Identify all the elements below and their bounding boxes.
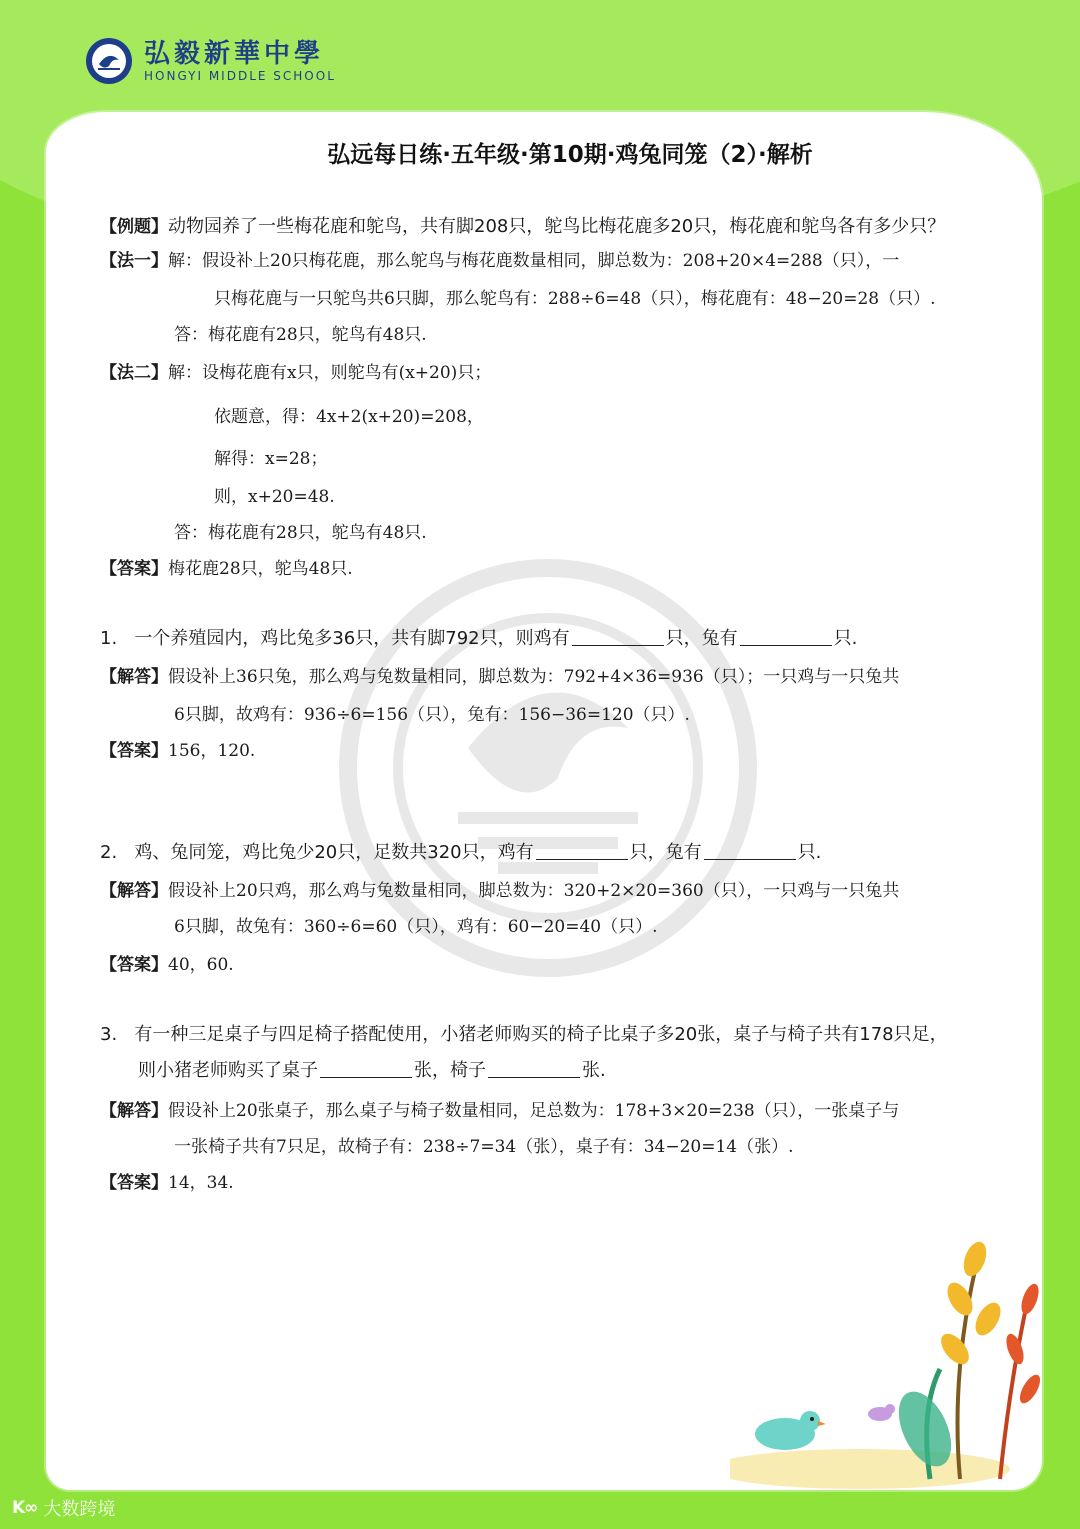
q1-answer-tag: 【答案】 <box>100 741 168 761</box>
school-name-cn: 弘毅新華中學 <box>144 39 325 69</box>
method2-line2: 依题意，得：4x+2(x+20)=208， <box>214 407 484 427</box>
method2-tag: 【法二】 <box>100 363 168 383</box>
school-logo <box>84 36 336 86</box>
q2-answer-tag: 【答案】 <box>100 955 168 975</box>
question-3-text-1: 有一种三足桌子与四足椅子搭配使用，小猪老师购买的椅子比桌子多20张，桌子与椅子共有178只足， <box>134 1024 948 1045</box>
q3-solution-text-1: 假设补上20张桌子，那么桌子与椅子数量相同，足总数为：178+3×20=238（只），一张桌子与 <box>168 1101 900 1121</box>
q3-answer <box>100 1168 234 1193</box>
question-2-blank-2 <box>704 858 796 860</box>
school-name-en: HONGYI MIDDLE SCHOOL <box>144 69 336 83</box>
q1-solution-line2: 6只脚，故鸡有：936÷6=156（只），兔有：156−36=120（只）. <box>174 705 690 725</box>
school-seal-icon <box>84 36 134 86</box>
q2-answer <box>100 950 234 975</box>
question-2 <box>100 838 821 864</box>
plants-birds-decoration <box>730 1229 1050 1489</box>
method2-text-1: 解：设梅花鹿有x只，则鸵鸟有(x+20)只； <box>168 363 492 383</box>
footer-brand <box>12 1495 115 1521</box>
question-2-text-b: 只，兔有 <box>629 842 702 863</box>
question-2-text-a: 鸡、兔同笼，鸡比兔少20只，足数共320只，鸡有 <box>134 842 534 863</box>
question-3-line1 <box>100 1020 948 1046</box>
method2-line3: 解得：x=28； <box>214 449 328 469</box>
example-answer <box>100 554 353 579</box>
question-3-text-c: 张. <box>582 1060 606 1081</box>
q3-solution-tag: 【解答】 <box>100 1101 168 1121</box>
question-1-text-a: 一个养殖园内，鸡比兔多36只，共有脚792只，则鸡有 <box>134 628 570 649</box>
question-3-text-a: 则小猪老师购买了桌子 <box>138 1060 318 1081</box>
q3-solution-line2: 一张椅子共有7只足，故椅子有：238÷7=34（张），桌子有：34−20=14（张）. <box>174 1137 794 1157</box>
method1-line2: 只梅花鹿与一只鸵鸟共6只脚，那么鸵鸟有：288÷6=48（只），梅花鹿有：48−20=28（只）. <box>214 289 936 309</box>
question-3-number: 3. <box>100 1024 118 1045</box>
question-1-blank-1 <box>572 644 664 646</box>
question-1 <box>100 624 857 650</box>
q3-answer-tag: 【答案】 <box>100 1173 168 1193</box>
q2-solution-text-1: 假设补上20只鸡，那么鸡与兔数量相同，脚总数为：320+2×20=360（只），一只鸡与一只兔共 <box>168 881 900 901</box>
question-3-text-b: 张，椅子 <box>414 1060 486 1081</box>
q2-solution-tag: 【解答】 <box>100 881 168 901</box>
q1-answer <box>100 736 255 761</box>
question-2-blank-1 <box>536 858 628 860</box>
example-question <box>100 212 945 238</box>
question-1-blank-2 <box>740 644 832 646</box>
purple-bird-icon <box>868 1404 895 1421</box>
q3-answer-text: 14，34. <box>168 1173 234 1193</box>
question-1-text-b: 只，兔有 <box>665 628 738 649</box>
example-answer-tag: 【答案】 <box>100 559 168 579</box>
method2-answer: 答：梅花鹿有28只，鸵鸟有48只. <box>174 523 427 543</box>
brand-name: 大数跨境 <box>43 1499 116 1520</box>
question-3-line2 <box>138 1056 606 1082</box>
question-3-blank-2 <box>488 1076 580 1078</box>
method1-tag: 【法一】 <box>100 251 168 271</box>
question-2-text-c: 只. <box>797 842 822 863</box>
q2-solution-line2: 6只脚，故兔有：360÷6=60（只），鸡有：60−20=40（只）. <box>174 917 658 937</box>
q1-solution-text-1: 假设补上36只兔，那么鸡与兔数量相同，脚总数为：792+4×36=936（只）；一只鸡与一只兔共 <box>168 667 900 687</box>
question-1-number: 1. <box>100 628 118 649</box>
q3-solution-line1 <box>100 1096 899 1121</box>
q1-answer-text: 156，120. <box>168 741 256 761</box>
q2-answer-text: 40，60. <box>168 955 234 975</box>
question-2-number: 2. <box>100 842 118 863</box>
q1-solution-line1 <box>100 662 899 687</box>
brand-logo-icon: K∞ <box>12 1498 38 1518</box>
example-question-text: 动物园养了一些梅花鹿和鸵鸟，共有脚208只，鸵鸟比梅花鹿多20只，梅花鹿和鸵鸟各有多少只？ <box>168 216 946 237</box>
example-answer-text: 梅花鹿28只，鸵鸟48只. <box>168 559 353 579</box>
blue-bird-icon <box>755 1411 826 1450</box>
q1-solution-tag: 【解答】 <box>100 667 168 687</box>
method1-line1 <box>100 246 899 271</box>
page-title: 弘远每日练·五年级·第10期·鸡兔同笼（2）·解析 <box>327 142 813 168</box>
method1-text-1: 解：假设补上20只梅花鹿，那么鸵鸟与梅花鹿数量相同，脚总数为：208+20×4=288（只），一 <box>168 251 900 271</box>
question-3-blank-1 <box>320 1076 412 1078</box>
method2-line1 <box>100 358 491 383</box>
method2-line4: 则，x+20=48. <box>214 487 335 507</box>
question-1-text-c: 只. <box>833 628 858 649</box>
example-tag: 【例题】 <box>100 217 168 237</box>
q2-solution-line1 <box>100 876 899 901</box>
method1-answer: 答：梅花鹿有28只，鸵鸟有48只. <box>174 325 427 345</box>
